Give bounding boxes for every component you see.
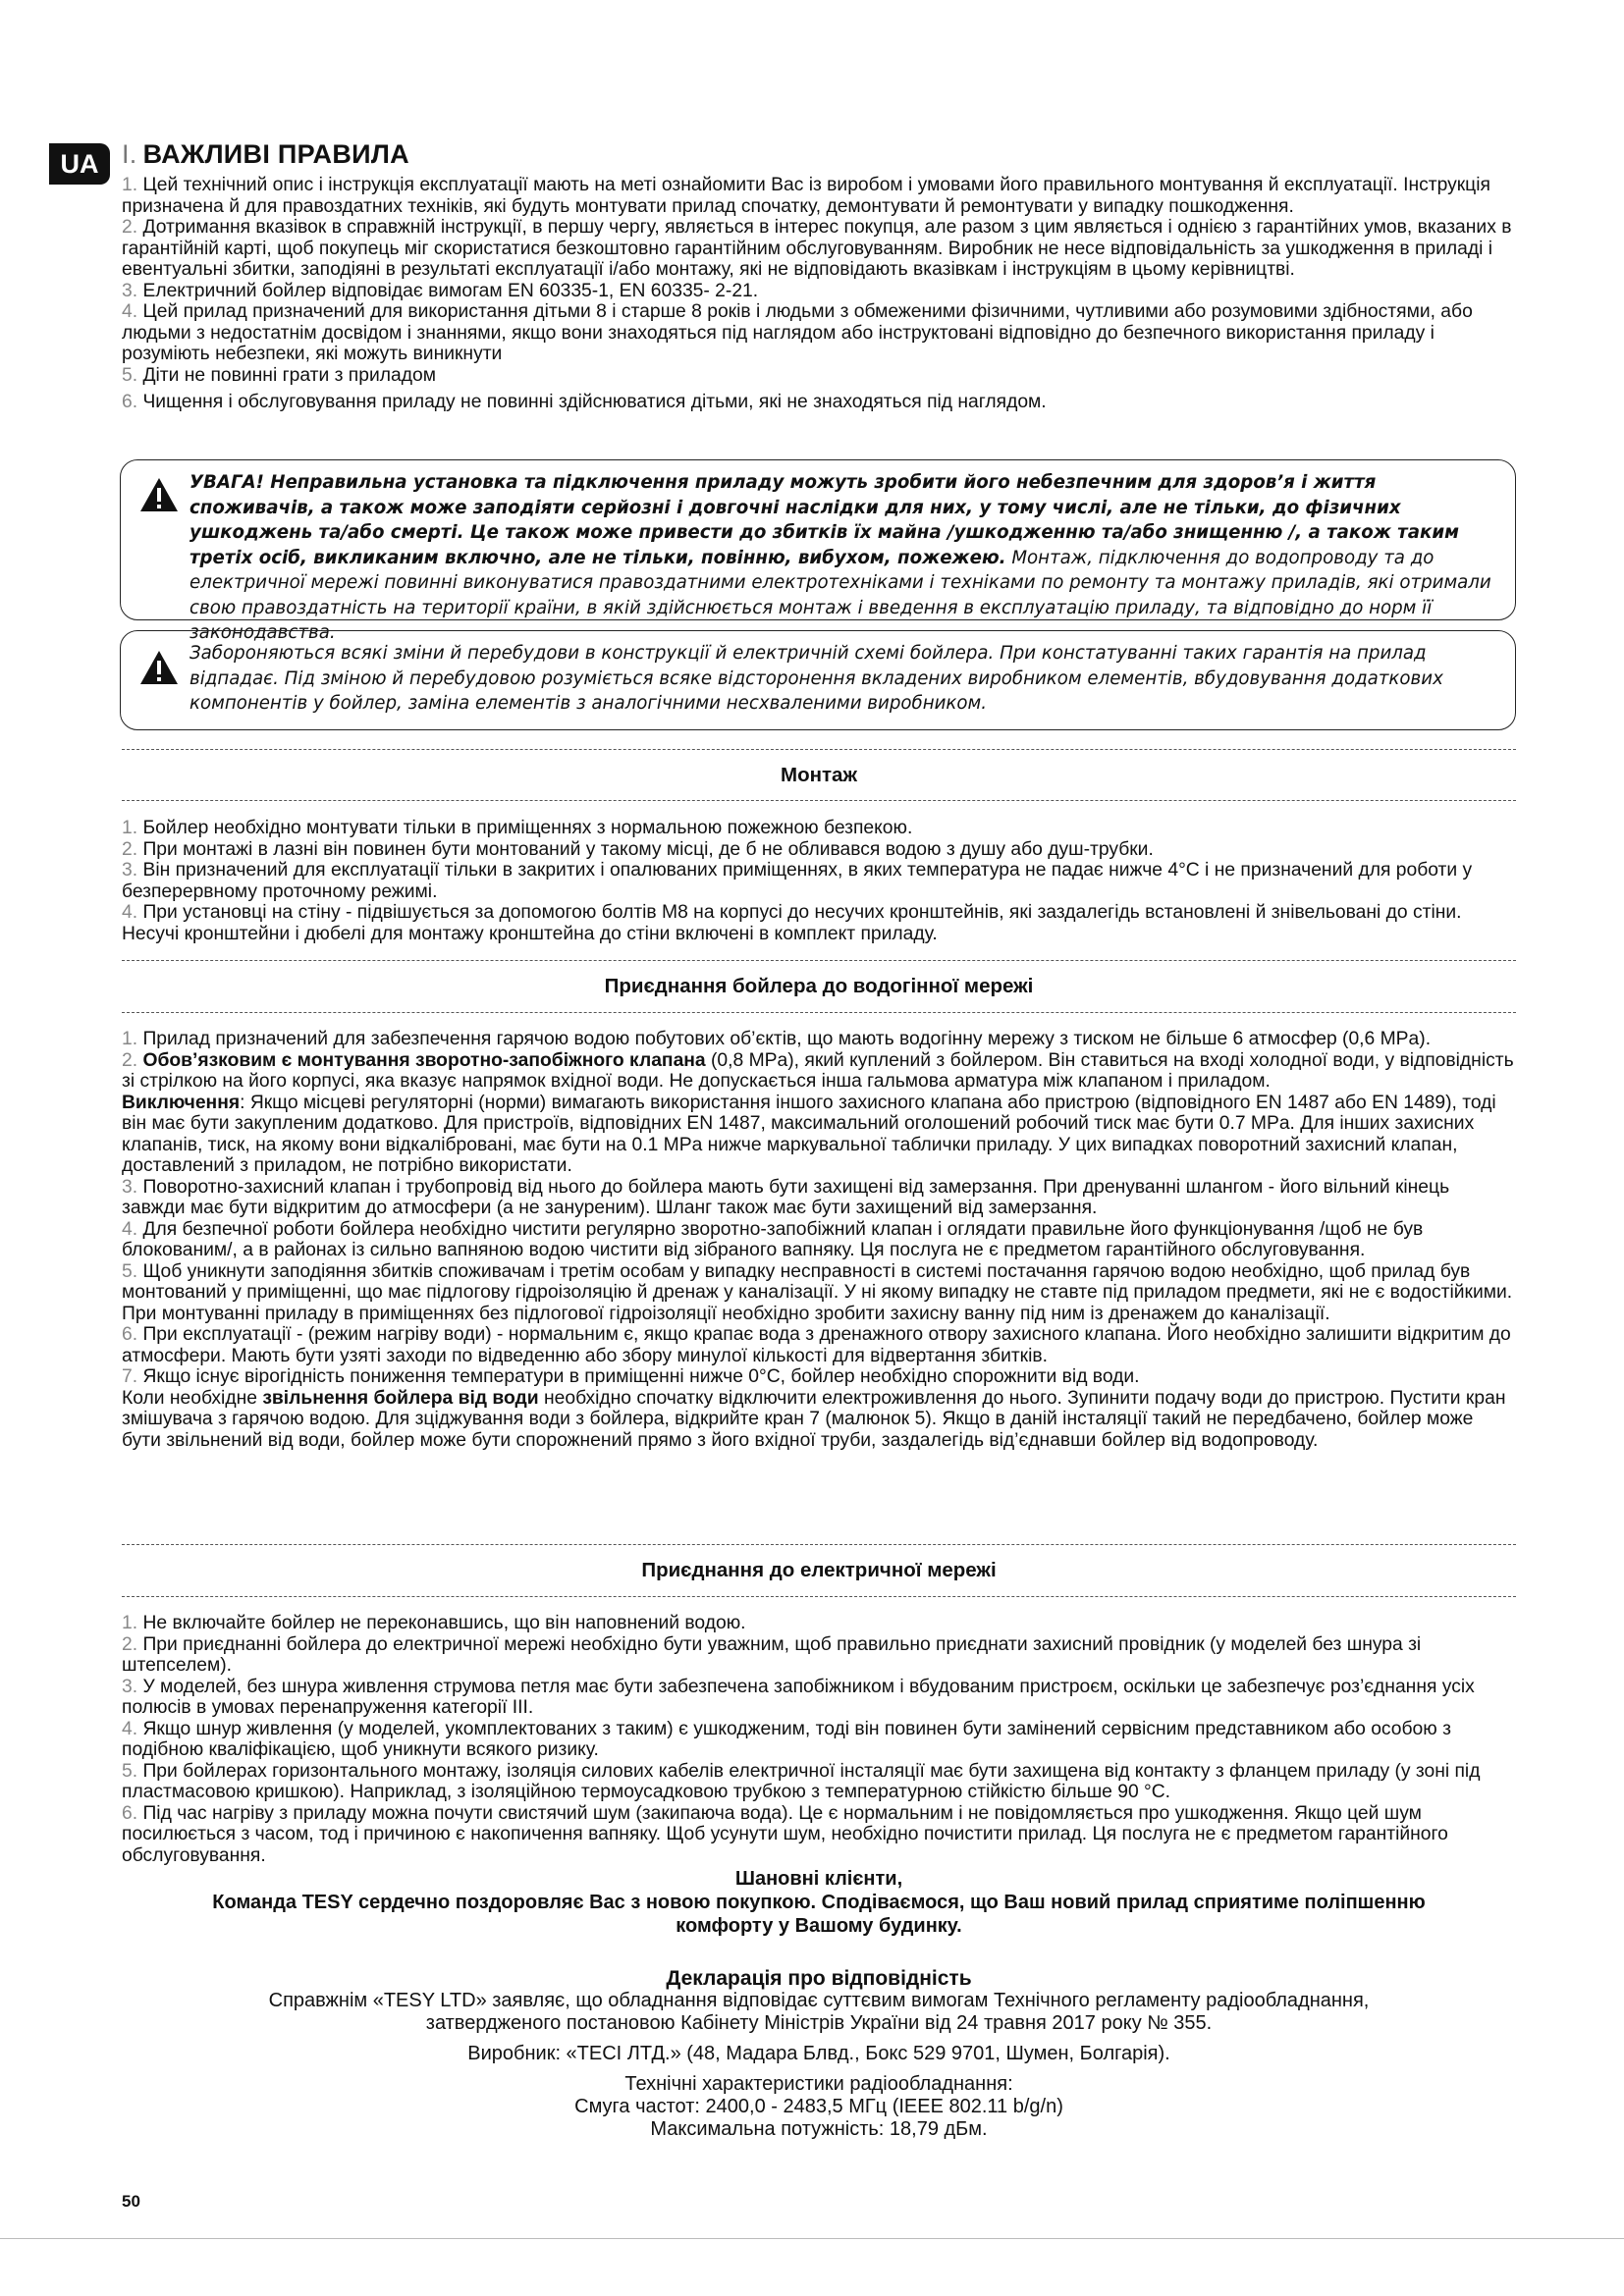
montage-list [122, 818, 1516, 944]
list-item: 1. Бойлер необхідно монтувати тільки в приміщеннях з нормальною пожежною безпекою. [122, 818, 913, 838]
list-item: 2. При приєднанні бойлера до електричної мережі необхідно бути уважним, щоб правильно приєднати захисний провідник (у моделей без шнура зі штепселем). [122, 1633, 1422, 1676]
warning-box-installation [120, 459, 1516, 643]
electric-connection-list [122, 1613, 1516, 1866]
radio-spec-title: Технічні характеристики радіообладнання: [624, 2073, 1013, 2095]
warning-text: Монтаж, підключення до водопроводу та до електричної мережі повинні виконуватися правоздатними електротехніками і техніками по ремонту та монтажу приладів, які отримали свою правоздатність на території країни, в якій здійснюється монтаж і введення в експлуатацію приладу, та відповідно до норм її законодавства. [189, 547, 1491, 643]
warning-triangle-icon [138, 476, 180, 513]
declaration-title: Декларація про відповідність [666, 1967, 972, 1990]
frequency-band: Смуга частот: 2400,0 - 2483,5 МГц (IEEE 802.11 b/g/n) [574, 2096, 1063, 2117]
warning-bold-text: УВАГА! Неправильна установка та підключення приладу можуть зробити його небезпечним для здоров’я і життя споживачів, а також може заподіяти серйозні і довгочні наслідки для них, у тому числі, але не тільки, до фізичних ушкоджень та/або смерті. Це також може привести до збитків їх майна /ушкодженню та/або знищенню /, а також таким третіх осіб, викликаним включно, але не тільки, повінню, вибухом, пожежею. [189, 472, 1459, 568]
dashed-divider [122, 960, 1516, 961]
list-item: 1. Прилад призначений для забезпечення гарячою водою побутових об’єктів, що мають водогінну мережу з тиском не більше 6 атмосфер (0,6 MPa). [122, 1029, 1432, 1049]
warning-text: Забороняються всякі зміни й перебудови в конструкції й електричній схемі бойлера. При констатуванні таких гарантія на прилад відпадає. Під зміною й перебудовою розуміється всяке відсторонення вкладених виробником елементів, вбудовування додаткових компонентів у бойлер, заміна елементів з аналогічними несхваленими виробником. [189, 643, 1443, 714]
list-item: 3. Він призначений для експлуатації тільки в закритих і опалюваних приміщеннях, в яких температура не падає нижче 4°C і не призначений для роботи у безперервному проточному режимі. [122, 860, 1473, 902]
section-title: ВАЖЛИВІ ПРАВИЛА [142, 139, 409, 169]
electric-connection-title: Приєднання до електричної мережі [641, 1559, 997, 1581]
footer-rule [0, 2238, 1624, 2239]
dashed-divider [122, 800, 1516, 801]
rule-item: 2. Дотримання вказівок в справжній інструкції, в першу чергу, являється в інтерес покупця, але разом з цим являється і однією з гарантійних умов, вказаних в гарантійній карті, щоб покупець міг скористатися безкоштовно гарантійним обслуговуванням. Виробник не несе відповідальність за ушкодження в приладі і евентуальні збитки, заподіяні в результаті експлуатації і/або монтажу, які не відповідають вказівкам і інструкціям в цьому керівництві. [122, 217, 1512, 280]
exception-paragraph: Виключення: Якщо місцеві регуляторні (норми) вимагають використання іншого захисного клапана або пристрою (відповідного EN 1487 або EN 1489), тоді він має бути закупленим додатково. Для пристроїв, відповідних EN 1487, максимальний оголошений робочий тиск має бути 0.7 MPa. Для інших захисних клапанів, тиск, на якому вони відкалібровані, має бути на 0.1 MPa нижче маркувальної таблички приладу. У цих випадках поворотний захисний клапан, доставлений з приладом, не потрібно використати. [122, 1092, 1496, 1176]
list-item: 6. Під час нагріву з приладу можна почути свистячий шум (закипаюча вода). Це є нормальним і не повідомляється про ушкодження. Якщо цей шум посилюється з часом, тод і причиною є накопичення вапняку. Щоб усунути шум, необхідно почистити прилад. Ця послуга не є предметом гарантійного обслуговування. [122, 1802, 1448, 1866]
max-power: Максимальна потужність: 18,79 дБм. [650, 2118, 988, 2140]
list-item: 4. При установці на стіну - підвішується за допомогою болтів М8 на корпусі до несучих кронштейнів, які заздалегідь встановлені й знівельовані до стіни. Несучі кронштейни і дюбелі для монтажу кронштейна до стіни включені в комплект приладу. [122, 902, 1462, 944]
declaration-of-conformity [122, 1967, 1516, 2141]
rule-item: 3. Електричний бойлер відповідає вимогам EN 60335-1, EN 60335- 2-21. [122, 280, 759, 301]
declaration-text: Справжнім «TESY LTD» заявляє, що обладнання відповідає суттєвим вимогам Технічного регламенту радіообладнання, затвердженого постановою Кабінету Міністрів України від 24 травня 2017 року № 355. [268, 1990, 1370, 2034]
list-item: 6. При експлуатації - (режим нагріву води) - нормальним є, якщо крапає вода з дренажного отвору захисного клапана. Його необхідно залишити відкритим до атмосфери. Мають бути узяті заходи по відведенню або збору минулої кількості для відвертання збитків. [122, 1324, 1511, 1366]
list-item: 3. Поворотно-захисний клапан і трубопровід від нього до бойлера мають бути захищені від замерзання. При дренуванні шлангом - його вільний кінець завжди має бути відкритим до атмосфери (а не зануреним). Шланг також має бути захищений від замерзання. [122, 1176, 1450, 1218]
section-number: I. [122, 139, 137, 169]
list-item: 4. Для безпечної роботи бойлера необхідно чистити регулярно зворотно-запобіжний клапан і оглядати правильне його функціонування /щоб не був блокованим/, а в районах із сильно вапняною водою чистити від зібраного вапняку. Ця послуга не є предметом гарантійного обслуговування. [122, 1218, 1424, 1260]
rule-item: 6. Чищення і обслуговування приладу не повинні здійснюватися дітьми, які не знаходяться під наглядом. [122, 392, 1047, 412]
dashed-divider [122, 749, 1516, 750]
closing-greeting [122, 1867, 1516, 1938]
warning-box-modifications [120, 630, 1516, 730]
dashed-divider [122, 1544, 1516, 1545]
list-item: 5. При бойлерах горизонтального монтажу, ізоляція силових кабелів електричної інсталяції має бути захищена від контакту з фланцем приладу (у зоні під пластмасовою кришкою). Наприклад, з ізоляційною термоусадковою трубкою з температурною стійкістю більше 90 °C. [122, 1760, 1481, 1802]
list-item: 3. У моделей, без шнура живлення струмова петля має бути забезпечена запобіжником і вбудованим пристроєм, оскільки це забезпечує роз’єднання усіх полюсів в умовах перенапруження категорії III. [122, 1676, 1475, 1718]
list-item: 4. Якщо шнур живлення (у моделей, укомплектованих з таким) є ушкодженим, тоді він повинен бути замінений сервісним представником або особою з подібною кваліфікацією, щоб уникнути всякого ризику. [122, 1718, 1451, 1760]
rule-item: 4. Цей прилад призначений для використання дітьми 8 і старше 8 років і людьми з обмеженими фізичними, чутливими або розумовими здібностями, або людьми з недостатнім досвідом і знаннями, якщо вони знаходяться під наглядом або інструктовані відповідно до безпечного використання приладу і розуміють небезпеки, які можуть виникнути [122, 301, 1473, 364]
water-connection-text [122, 1029, 1516, 1451]
list-item: 5. Щоб уникнути заподіяння збитків споживачам і третім особам у випадку несправності в системі постачання гарячою водою необхідно, щоб прилад був монтований у приміщенні, що має підлогову гідроізоляцію й дренаж у каналізації. У ні якому випадку не ставте під приладом предмети, які не є водостійкими. При монтуванні приладу в приміщеннях без підлогової гідроізоляції необхідно зробити захисну ванну під ним із дренажем до каналізації. [122, 1260, 1513, 1324]
list-item: 2. При монтажі в лазні він повинен бути монтований у такому місці, де б не обливався водою з душу або душ-трубки. [122, 838, 1154, 860]
rule-item: 1. Цей технічний опис і інструкція експлуатації мають на меті ознайомити Вас із виробом і умовами його правильного монтування й експлуатації. Інструкція призначена й для правоздатних техніків, які будуть монтувати прилад спочатку, демонтувати й ремонтувати у випадку пошкодження. [122, 175, 1490, 217]
montage-title: Монтаж [781, 764, 857, 786]
warning-triangle-icon [138, 649, 180, 686]
language-badge: UA [49, 143, 110, 185]
greeting-message: Команда TESY сердечно поздоровляє Вас з новою покупкою. Сподіваємося, що Ваш новий прилад сприятиме поліпшенню комфорту у Вашому будинку. [212, 1892, 1426, 1937]
rules-list [122, 175, 1516, 413]
manufacturer-line: Виробник: «ТЕСІ ЛТД.» (48, Мадара Блвд., Бокс 529 9701, Шумен, Болгарія). [467, 2043, 1170, 2064]
page-number: 50 [122, 2192, 140, 2211]
drain-paragraph: Коли необхідне звільнення бойлера від води необхідно спочатку відключити електроживлення до нього. Зупинити подачу води до пристрою. Пустити кран змішувача з гарячою водою. Для зціджування води з бойлера, відкрийте кран 7 (малюнок 5). Якщо в даній інсталяції такий не передбачено, бойлер може бути звільнений від води, бойлер може бути спорожнений прямо з його вхідної труби, заздалегідь від’єднавши бойлер від водопроводу. [122, 1387, 1506, 1451]
dashed-divider [122, 1012, 1516, 1013]
section-heading [122, 139, 409, 170]
list-item: 1. Не включайте бойлер не переконавшись, що він наповнений водою. [122, 1613, 746, 1633]
rule-item: 5. Діти не повинні грати з приладом [122, 364, 436, 386]
greeting-line: Шановні клієнти, [734, 1868, 903, 1890]
list-item: 7. Якщо існує вірогідність пониження температури в приміщенні нижче 0°C, бойлер необхідно спорожнити від води. [122, 1366, 1140, 1387]
dashed-divider [122, 1596, 1516, 1597]
list-item: 2. Обов’язковим є монтування зворотно-запобіжного клапана (0,8 MPa), який куплений з бойлером. Він ставиться на вході холодної води, у відповідність зі стрілкою на його корпусі, яка вказує напрямок вхідної води. Не допускається інша гальмова арматура між клапаном і приладом. [122, 1049, 1514, 1092]
water-connection-title: Приєднання бойлера до водогінної мережі [604, 975, 1034, 997]
